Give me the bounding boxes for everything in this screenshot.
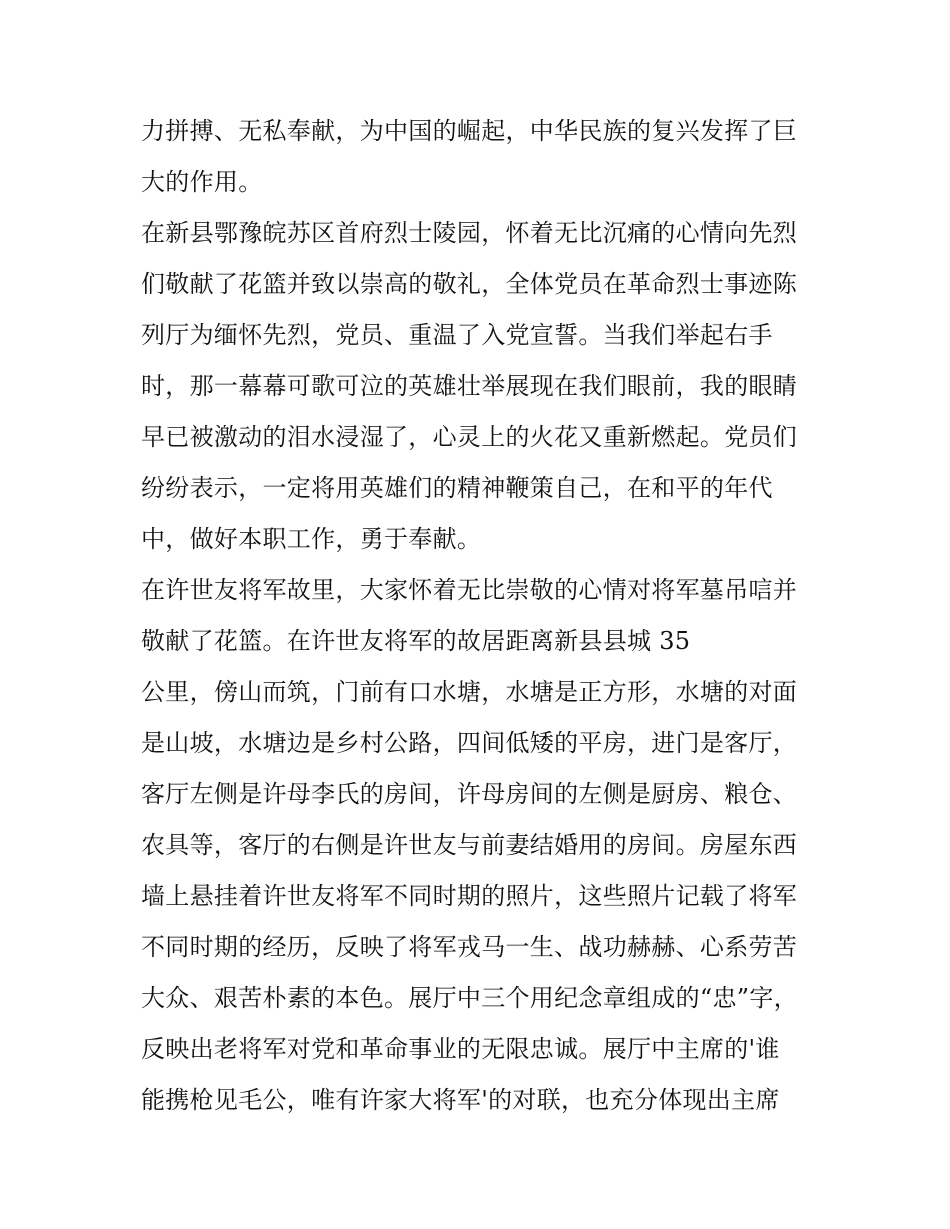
text-line: 不同时期的经历，反映了将军戎马一生、战功赫赫、心系劳苦 xyxy=(141,933,798,961)
text-line: 农具等，客厅的右侧是许世友与前妻结婚用的房间。房屋东西 xyxy=(141,831,798,859)
text-line: 列厅为缅怀先烈，党员、重温了入党宣誓。当我们举起右手 xyxy=(141,321,773,349)
text-line: 时，那一幕幕可歌可泣的英雄壮举展现在我们眼前，我的眼睛 xyxy=(141,372,798,400)
text-line: 大众、艰苦朴素的本色。展厅中三个用纪念章组成的“忠”字， xyxy=(141,984,798,1012)
text-line: 客厅左侧是许母李氏的房间，许母房间的左侧是厨房、粮仓、 xyxy=(141,780,798,808)
text-line: 能携枪见毛公，唯有许家大将军'的对联，也充分体现出主席 xyxy=(141,1086,780,1114)
text-line: 敬献了花篮。在许世友将军的故居距离新县县城 35 xyxy=(141,627,691,655)
text-line: 墙上悬挂着许世友将军不同时期的照片，这些照片记载了将军 xyxy=(141,882,798,910)
text-line: 力拼搏、无私奉献，为中国的崛起，中华民族的复兴发挥了巨 xyxy=(141,117,798,145)
document-body xyxy=(141,106,821,1126)
text-line: 反映出老将军对党和革命事业的无限忠诚。展厅中主席的'谁 xyxy=(141,1035,780,1063)
text-line: 公里，傍山而筑，门前有口水塘，水塘是正方形，水塘的对面 xyxy=(141,678,798,706)
text-line: 大的作用。 xyxy=(141,168,263,196)
text-line: 是山坡，水塘边是乡村公路，四间低矮的平房，进门是客厅， xyxy=(141,729,798,757)
text-line: 在新县鄂豫皖苏区首府烈士陵园，怀着无比沉痛的心情向先烈 xyxy=(141,219,798,247)
text-line: 们敬献了花篮并致以崇高的敬礼，全体党员在革命烈士事迹陈 xyxy=(141,270,798,298)
text-line: 在许世友将军故里，大家怀着无比崇敬的心情对将军墓吊唁并 xyxy=(141,576,798,604)
text-line: 中，做好本职工作，勇于奉献。 xyxy=(141,525,482,553)
text-line: 纷纷表示，一定将用英雄们的精神鞭策自己，在和平的年代 xyxy=(141,474,773,502)
text-line: 早已被激动的泪水浸湿了，心灵上的火花又重新燃起。党员们 xyxy=(141,423,798,451)
